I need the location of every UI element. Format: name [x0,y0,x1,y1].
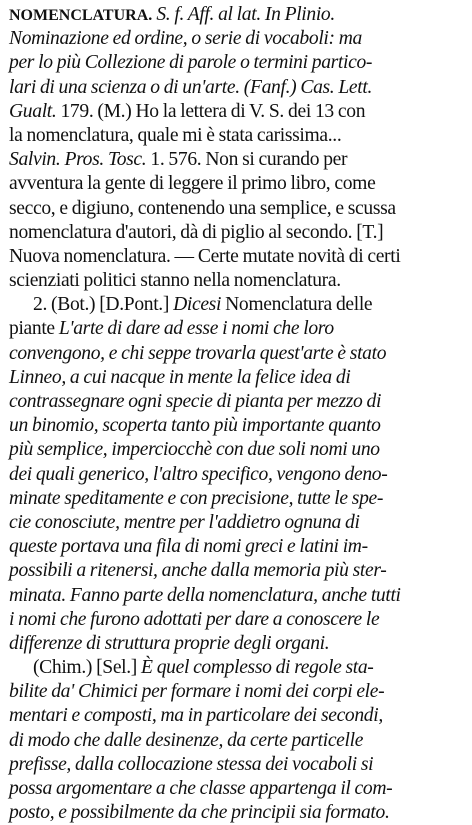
entry-line [9,608,466,632]
text-segment: Nominazione ed ordine, o serie di vocaboli: ma [9,28,362,50]
text-segment: minata. Fanno parte della nomenclatura, anche tutti [9,584,401,606]
text-segment: bilite da' Chimici per formare i nomi dei corpi ele- [9,681,385,703]
entry-line [9,100,466,124]
entry-line [9,463,466,487]
text-segment: lari di una scienza o di un'arte. (Fanf.) Cas. Lett. [9,76,373,98]
text-segment: prefisse, dalla collocazione stessa dei vocaboli si [9,753,374,775]
text-segment: cie conosciute, mentre per l'addietro ognuna di [9,511,360,533]
text-segment: 1. 576. Non si curando per [146,149,348,171]
text-segment: piante [9,318,59,340]
text-segment: Gualt. [9,100,57,122]
text-segment: queste portava una fila di nomi greci e latini im- [9,536,368,558]
entry-line [9,680,466,704]
text-segment: Nomenclatura delle [221,294,373,316]
text-segment: posto, e possibilmente da che principii sia formato. [9,802,390,824]
text-segment: i nomi che furono adottati per dare a conoscere le [9,608,380,630]
text-segment: per lo più Collezione di parole o termini partico- [9,52,373,74]
entry-line [9,148,466,172]
text-segment: 2. (Bot.) [D.Pont.] [33,294,174,316]
headword: NOMENCLATURA. [9,7,153,24]
entry-line [9,172,466,196]
entry-line [9,487,466,511]
entry-line [9,704,466,728]
text-segment: È quel complesso di regole sta- [141,657,374,679]
entry-line [9,390,466,414]
entry-line [9,632,466,656]
text-segment: S. f. Aff. al lat. In Plinio. [152,4,335,25]
entry-line [9,753,466,777]
text-segment: più semplice, imperciocchè con due soli nomi uno [9,439,380,461]
text-segment: Linneo, a cui nacque in mente la felice idea di [9,366,351,388]
text-segment: possibili a ritenersi, anche dalla memoria più ster- [9,560,387,582]
text-segment: nomenclatura d'autori, dà di piglio al secondo. [T.] [9,221,384,243]
entry-line [9,124,466,148]
entry-line [9,221,466,245]
text-segment: la nomenclatura, quale mi è stata carissima... [9,124,342,146]
text-segment: 179. (M.) Ho la lettera di V. S. dei 13 con [56,100,366,122]
entry-line [9,366,466,390]
entry-line [9,414,466,438]
text-segment: Salvin. Pros. Tosc. [9,149,147,171]
entry-line [9,317,466,341]
text-segment: contrassegnare ogni specie di pianta per mezzo di [9,391,382,412]
text-segment: convengono, e chi seppe trovarla quest'arte è stato [9,342,387,364]
text-segment: Nuova nomenclatura. — Certe mutate novità di certi [9,245,401,267]
entry-line [9,3,466,27]
text-segment: Dicesi [173,294,222,316]
text-segment: un binomio, scoperta tanto più importante quanto [9,415,381,437]
text-segment: scienziati politici stanno nella nomenclatura. [9,270,341,292]
entry-line [9,584,466,608]
text-segment: mentari e composti, ma in particolare dei secondi, [9,705,383,727]
entry-line [9,197,466,221]
entry-line [9,729,466,753]
text-segment: secco, e digiuno, contenendo una semplice, e scussa [9,197,396,219]
entry-line [9,777,466,801]
text-segment: L'arte di dare ad esse i nomi che loro [58,318,334,340]
text-segment: possa argomentare a che classe appartenga il com- [9,778,393,799]
text-segment: differenze di struttura proprie degli organi. [9,632,330,654]
text-segment: di modo che dalle desinenze, da certe particelle [9,729,364,751]
text-segment: dei quali generico, l'altro specifico, vengono deno- [9,463,388,485]
entry-line [9,293,466,317]
text-segment: (Chim.) [Sel.] [33,657,142,679]
entry-line [9,245,466,269]
entry-line [9,535,466,559]
entry-line [9,438,466,462]
entry-line [9,342,466,366]
text-segment: minate speditamente e con precisione, tutte le spe- [9,487,384,509]
entry-line [9,559,466,583]
entry-line [9,51,466,75]
entry-line [9,27,466,51]
entry-line [9,269,466,293]
text-segment: avventura la gente di leggere il primo libro, come [9,173,376,195]
entry-line [9,801,466,825]
entry-line [9,656,466,680]
entry-line [9,511,466,535]
entry-line [9,76,466,100]
